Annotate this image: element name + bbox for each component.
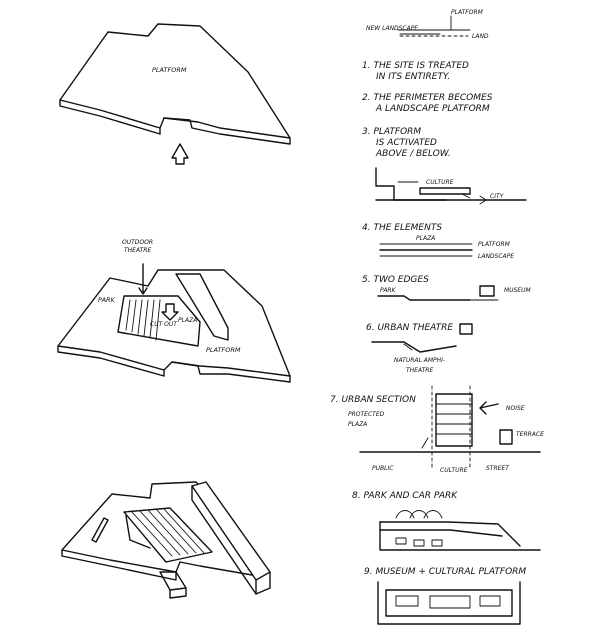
svg-text:TERRACE: TERRACE [516, 431, 544, 438]
svg-text:THEATRE: THEATRE [406, 367, 434, 374]
svg-text:NATURAL AMPHI-: NATURAL AMPHI- [394, 357, 446, 364]
note-3 [362, 127, 526, 204]
note-7 [330, 386, 544, 474]
svg-text:5. TWO EDGES: 5. TWO EDGES [362, 275, 429, 285]
platform-label-2: PLATFORM [206, 346, 241, 354]
svg-text:A LANDSCAPE PLATFORM: A LANDSCAPE PLATFORM [376, 104, 490, 114]
note-8 [352, 491, 540, 550]
legend-platform: PLATFORM [451, 9, 483, 16]
svg-text:IS ACTIVATED: IS ACTIVATED [376, 138, 437, 148]
svg-text:PLATFORM: PLATFORM [478, 241, 510, 248]
svg-text:2. THE PERIMETER BECOMES: 2. THE PERIMETER BECOMES [362, 93, 493, 103]
svg-text:PLAZA: PLAZA [348, 421, 368, 428]
svg-text:1. THE SITE IS TREATED: 1. THE SITE IS TREATED [362, 61, 469, 71]
note-4 [362, 223, 514, 260]
note-2 [362, 93, 493, 114]
theatre-arrow-icon [139, 264, 147, 294]
plaza-label: PLAZA [178, 317, 198, 324]
note-1 [362, 61, 469, 82]
svg-text:3. PLATFORM: 3. PLATFORM [362, 127, 422, 137]
svg-text:MUSEUM: MUSEUM [504, 287, 531, 294]
svg-text:8. PARK AND CAR PARK: 8. PARK AND CAR PARK [352, 491, 458, 501]
note-6 [366, 323, 472, 374]
svg-text:PUBLIC: PUBLIC [372, 465, 394, 472]
sketch-massing [62, 482, 270, 598]
legend-new-landscape: NEW LANDSCAPE [366, 25, 419, 32]
svg-text:CULTURE: CULTURE [426, 179, 454, 186]
svg-text:PROTECTED: PROTECTED [348, 411, 385, 418]
note-5 [362, 275, 532, 300]
svg-text:4. THE ELEMENTS: 4. THE ELEMENTS [362, 223, 443, 233]
legend-land: LAND [472, 33, 489, 40]
svg-text:NOISE: NOISE [506, 405, 525, 412]
cut-out-label: CUT OUT [150, 321, 177, 328]
note-9 [364, 567, 526, 624]
park-label: PARK [98, 296, 115, 304]
sketch-outdoor-theatre [58, 239, 290, 382]
svg-text:ABOVE / BELOW.: ABOVE / BELOW. [376, 149, 451, 159]
svg-text:CULTURE: CULTURE [440, 467, 468, 474]
svg-text:7. URBAN SECTION: 7. URBAN SECTION [330, 395, 416, 405]
sketch-platform [60, 24, 290, 164]
svg-text:6. URBAN THEATRE: 6. URBAN THEATRE [366, 323, 454, 333]
platform-label: PLATFORM [152, 66, 187, 74]
svg-text:STREET: STREET [486, 465, 509, 472]
outdoor-theatre-label: OUTDOOR THEATRE [122, 239, 154, 254]
up-arrow-icon [172, 144, 188, 164]
svg-text:9. MUSEUM + CULTURAL PLATFORM: 9. MUSEUM + CULTURAL PLATFORM [364, 567, 527, 577]
svg-text:CITY: CITY [490, 193, 504, 200]
svg-text:LANDSCAPE: LANDSCAPE [478, 253, 515, 260]
section-legend [366, 9, 489, 40]
svg-text:PLAZA: PLAZA [416, 235, 436, 242]
svg-text:PARK: PARK [380, 287, 396, 294]
svg-text:IN ITS ENTIRETY.: IN ITS ENTIRETY. [376, 72, 451, 82]
